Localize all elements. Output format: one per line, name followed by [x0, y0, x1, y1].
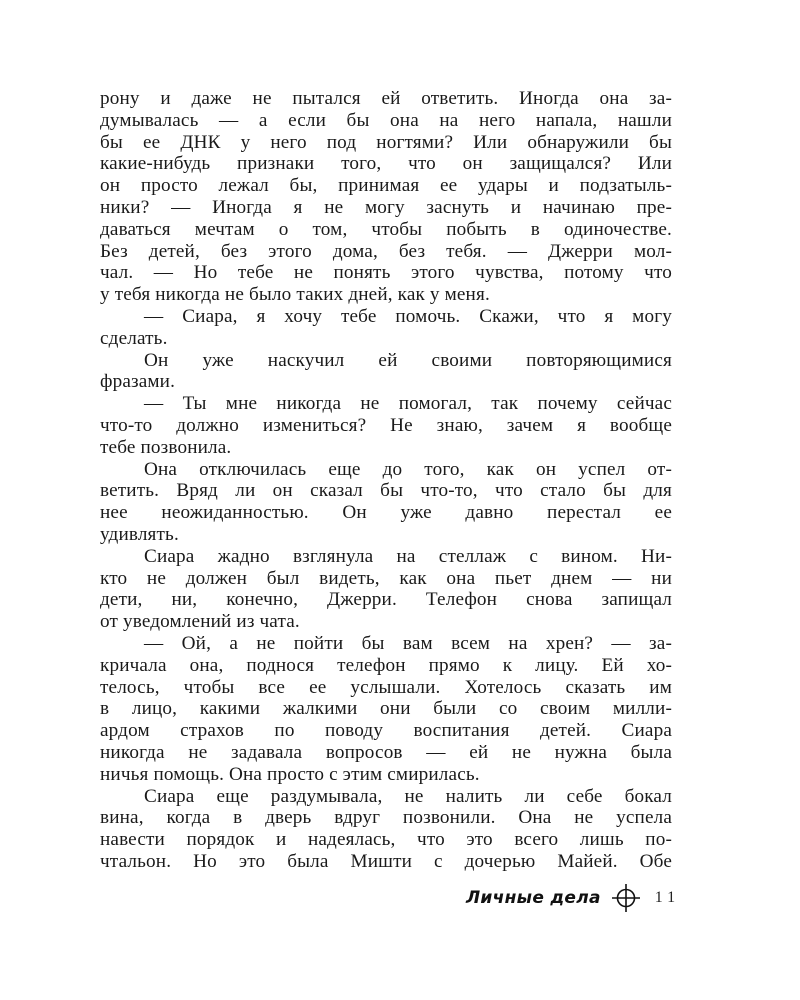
running-title: Личные дела [466, 888, 601, 908]
text-line: ничья помощь. Она просто с этим смирилась. [100, 763, 480, 785]
text-line: вина, когда в дверь вдруг позвонили. Она не успела [100, 807, 672, 829]
text-line: ники? — Иногда я не могу заснуть и начинаю пре- [100, 196, 672, 218]
text-line: Она отключилась еще до того, как он успел от- [144, 458, 672, 480]
text-line: кричала она, поднося телефон прямо к лицу. Ей хо- [100, 654, 672, 676]
text-line: чтальон. Но это была Мишти с дочерью Майей. Обе [100, 850, 672, 872]
text-line: Сиара жадно взглянула на стеллаж с вином. Ни- [144, 545, 672, 567]
text-line: Сиара еще раздумывала, не налить ли себе бокал [144, 785, 672, 807]
text-line: бы ее ДНК у него под ногтями? Или обнаружили бы [100, 131, 672, 153]
text-line: от уведомлений из чата. [100, 611, 300, 633]
text-line: сделать. [100, 327, 168, 349]
text-line: ардом страхов по поводу воспитания детей. Сиара [100, 720, 672, 742]
text-line: Без детей, без этого дома, без тебя. — Джерри мол- [100, 240, 672, 262]
text-line: он просто лежал бы, принимая ее удары и подзатыль- [100, 175, 672, 197]
text-line: фразами. [100, 371, 176, 393]
text-line: ветить. Вряд ли он сказал бы что-то, что стало бы для [100, 480, 672, 502]
text-line: думывалась — а если бы она на него напала, нашли [100, 109, 672, 131]
text-line: в лицо, какими жалкими они были со своим милли- [100, 698, 672, 720]
text-line: нее неожиданностью. Он уже давно перестал ее [100, 502, 672, 524]
text-line: телось, чтобы все ее услышали. Хотелось сказать им [100, 676, 672, 698]
text-line: никогда не задавала вопросов — ей не нужна была [100, 741, 672, 763]
crosshair-icon [611, 883, 641, 913]
page-number: 11 [654, 889, 681, 906]
text-line: тебе позвонила. [100, 436, 232, 458]
text-line: рону и даже не пытался ей ответить. Иногда она за- [100, 88, 672, 109]
text-line: — Ты мне никогда не помогал, так почему сейчас [144, 393, 672, 415]
text-line: навести порядок и надеялась, что это всего лишь по- [100, 829, 672, 851]
text-line: какие-нибудь признаки того, что он защищался? Или [100, 153, 672, 175]
text-line: что-то должно измениться? Не знаю, зачем я вообще [100, 414, 672, 436]
body-text [100, 88, 672, 873]
text-line: даваться мечтам о том, чтобы побыть в одиночестве. [100, 218, 672, 240]
text-line: удивлять. [100, 523, 179, 545]
text-line: Он уже наскучил ей своими повторяющимися [144, 349, 672, 371]
text-line: — Ой, а не пойти бы вам всем на хрен? — за- [144, 632, 672, 654]
text-line: — Сиара, я хочу тебе помочь. Скажи, что я могу [144, 305, 672, 327]
page-footer [466, 884, 680, 912]
text-line: чал. — Но тебе не понять этого чувства, потому что [100, 262, 672, 284]
text-line: дети, ни, конечно, Джерри. Телефон снова запищал [100, 589, 672, 611]
text-line: кто не должен был видеть, как она пьет днем — ни [100, 567, 672, 589]
text-line: у тебя никогда не было таких дней, как у меня. [100, 284, 490, 306]
